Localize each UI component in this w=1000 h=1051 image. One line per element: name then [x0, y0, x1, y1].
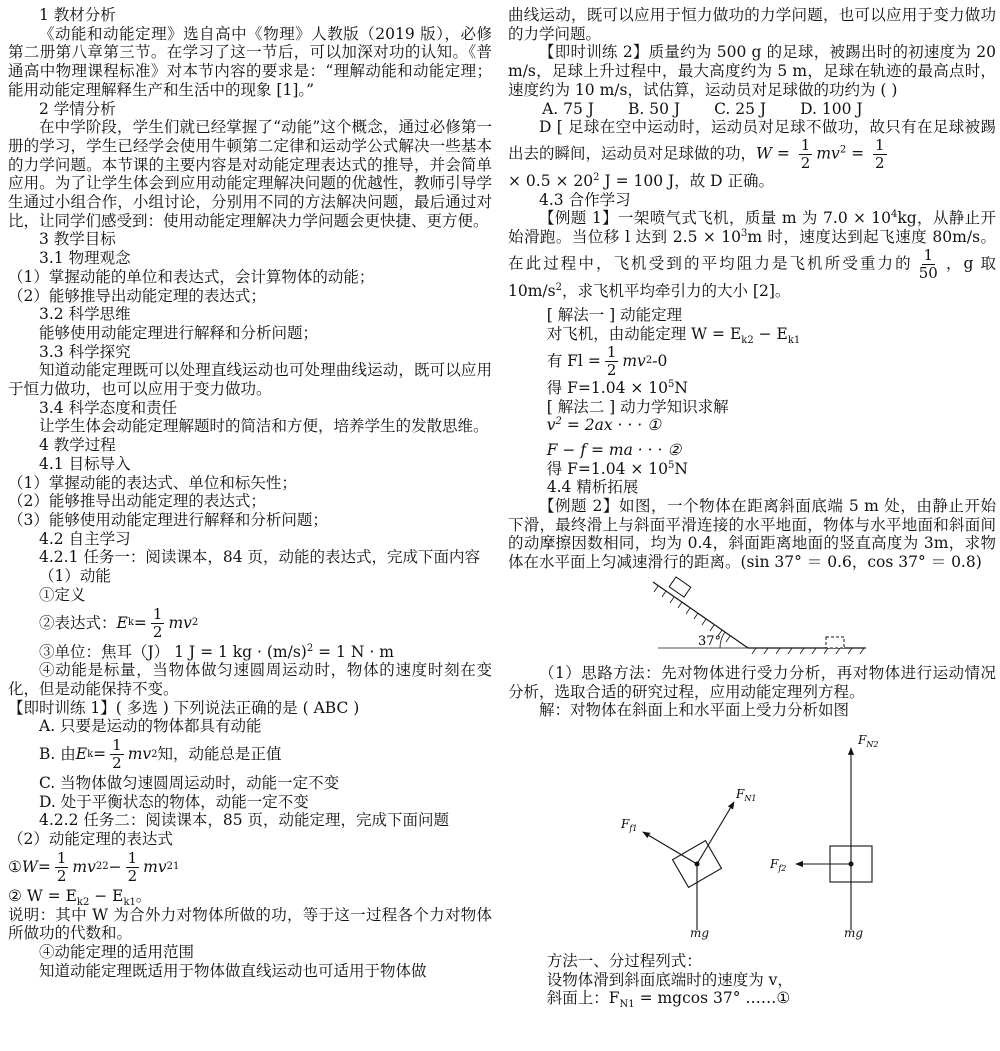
method-2-eq-2: F − f = ma · · · ②	[546, 440, 682, 459]
heading-4-1: 4.1 目标导入	[39, 454, 131, 473]
scalar-note: ④动能是标量，当物体做匀速圆周运动时，物体的速度时刻在变化，但是动能保持不变。	[8, 661, 492, 698]
exercise-2-options	[508, 100, 996, 119]
task-2-heading: 4.2.2 任务二：阅读课本，85 页，动能定理，完成下面问题	[39, 811, 450, 830]
goal-4-1-b: （2）能够推导出动能定理的表达式；	[8, 492, 266, 511]
incline-diagram	[508, 576, 996, 656]
option-c: C. 25 J	[714, 99, 767, 118]
theorem-formula-1: ① W = $\frac{1}{2}$ mv 2 2 − $\frac{1}{2}$ mv 2 1	[8, 848, 180, 885]
incline-body	[643, 802, 734, 930]
option-a: A. 75 J	[542, 99, 595, 118]
theorem-heading: （2）动能定理的表达式	[8, 830, 173, 849]
ground-hatching	[752, 648, 864, 654]
block-on-ground	[826, 637, 844, 648]
left-column	[8, 6, 492, 980]
goal-4-1-c: （3）能够使用动能定理进行解释和分析问题；	[8, 510, 328, 529]
friction-force-1-label: $F_{f1}$	[621, 816, 638, 833]
angle-label: 37°	[698, 633, 722, 649]
heading-2: 2 学情分析	[39, 99, 116, 118]
block-on-incline	[669, 577, 691, 597]
paragraph-2: 在中学阶段，学生们就已经掌握了“动能”这个概念，通过必修第一册的学习，学生已经学会使用牛顿第二定律和运动学公式解决一些基本的力学问题。本节课的主要内容是对动能定理表达式的推导，并会简单应用。为了让学生体会到应用动能定理解决问题的优越性，教师引导学生通过小组合作，小组讨论，分别用不同的方法解决问题，最后通过对比，让同学们感受到：使用动能定理解决力学问题会更快捷、更方便。	[8, 118, 492, 230]
expression-line: ②表达式： E k = $\frac{1}{2}$ mv 2	[39, 604, 199, 641]
option-d: D. 100 J	[800, 99, 863, 118]
theorem-formula-2: ② $W = E_{k2} - E_{k1}$。	[8, 886, 152, 908]
ground-body	[796, 748, 872, 930]
friction-force-2-label: $F_{f2}$	[770, 856, 787, 873]
paragraph-3-2: 能够使用动能定理进行解释和分析问题；	[39, 323, 319, 342]
method-2-heading: [ 解法二 ] 动力学知识求解	[546, 397, 729, 416]
method-1-result: 得 $F=1.04 \times 10^5N$	[546, 378, 688, 397]
scope-paragraph: 知道动能定理既适用于物体做直线运动也可适用于物体做	[39, 961, 427, 980]
method-2-eq-1: $v^2 = 2ax$ · · · ①	[546, 416, 661, 435]
heading-3-4: 3.4 科学态度和责任	[39, 398, 178, 417]
fraction-half: $\frac{1}{2}$	[127, 848, 138, 885]
paragraph-3-4: 让学生体会动能定理解题时的简洁和方便，培养学生的发散思维。	[39, 417, 489, 436]
heading-1: 1 教材分析	[39, 6, 116, 24]
method-line-a: 设物体滑到斜面底端时的速度为 v，	[546, 970, 793, 989]
theorem-note: 说明：其中 W 为合外力对物体所做的功，等于这一过程各个力对物体所做功的代数和。	[8, 905, 492, 943]
heading-4: 4 教学过程	[39, 436, 116, 455]
heading-3-1: 3.1 物理观念	[39, 249, 131, 268]
exercise-1-option-d: D. 处于平衡状态的物体，动能一定不变	[39, 792, 309, 811]
heading-4-4: 4.4 精析拓展	[546, 478, 639, 497]
heading-4-2: 4.2 自主学习	[39, 529, 131, 548]
heading-3: 3 教学目标	[39, 230, 116, 249]
exercise-1-option-b: B. 由 E k = $\frac{1}{2}$ mv 2 知，动能总是正值	[39, 736, 282, 773]
goal-3-1-b: （2）能够推导出动能定理的表达式；	[8, 286, 266, 305]
scope-heading: ④动能定理的适用范围	[39, 942, 195, 961]
task-1-heading: 4.2.1 任务一：阅读课本，84 页，动能的表达式，完成下面内容	[39, 548, 481, 567]
unit-line: ③单位：焦耳（J） 1 J = 1 kg · $(m/s)^2 = 1$ N · m	[39, 642, 394, 661]
option-b: B. 50 J	[628, 99, 681, 118]
gravity-2-label: mg	[844, 925, 864, 940]
exercise-1-option-a: A. 只要是运动的物体都具有动能	[39, 717, 262, 736]
heading-3-3: 3.3 科学探究	[39, 342, 131, 361]
force-diagram	[508, 720, 996, 930]
example-2: 【例题 2】如图，一个物体在距离斜面底端 5 m 处，由静止开始下滑，最终滑上与斜面平滑连接的水平地面，物体与水平地面和斜面间的动摩擦因数相同，均为 0.4，斜面距离地面的竖直高度为 3m，求物体在水平面上匀减速滑行的距离。(sin 37° ＝ 0.6，cos 37° ＝ 0.8)	[508, 497, 996, 572]
scope-continued: 曲线运动，既可以应用于恒力做功的力学问题，也可以应用于变力做功的力学问题。	[508, 6, 996, 43]
fraction-half: $\frac{1}{2}$	[56, 848, 67, 885]
method-2-result: 得 $F=1.04 \times 10^5N$	[546, 459, 688, 478]
exercise-2-question: 【即时训练 2】质量约为 500 g 的足球，被踢出时的初速度为 20 m/s，足球上升过程中，最大高度约为 5 m，足球在轨迹的最高点时，速度约为 10 m/s，试估算，运动员对足球做的功约为 ( )	[508, 43, 996, 99]
heading-4-3: 4.3 合作学习	[539, 190, 631, 209]
method-1-line-a: 对飞机，由动能定理 $W = E_{k2} - E_{k1}$	[546, 325, 801, 347]
idea-paragraph: （1）思路方法：先对物体进行受力分析，再对物体进行运动情况分析，选取合适的研究过程，应用动能定理列方程。	[508, 663, 996, 701]
paragraph-1: 《动能和动能定理》选自高中《物理》人教版（2019 版），必修第二册第八章第三节。在学习了这一节后，可以加深对功的认知。《普通高中物理课程标准》对本节内容的要求是：“理解动能和动能定理；能用动能定理解释生产和生活中的现象 [1]。”	[8, 24, 492, 99]
heading-3-2: 3.2 科学思维	[39, 305, 131, 324]
gravity-1-label: mg	[690, 925, 710, 940]
fraction-half: $\frac{1}{2}$	[112, 736, 122, 773]
right-column	[508, 6, 996, 1011]
method-line-b: 斜面上：$F_{N1} = mgcos$ 37° ……①	[546, 989, 791, 1011]
normal-force-1-arrow	[697, 802, 734, 864]
fraction-half: $\frac{1}{2}$	[152, 604, 163, 641]
exercise-2-answer: D [ 足球在空中运动时，运动员对足球不做功，故只有在足球被踢出去的瞬间，运动员对足球做的功，W = $\frac{1}{2}$ $mv^2$ = $\frac{1}{2}$	[508, 118, 996, 172]
solution-intro: 解：对物体在斜面上和水平面上受力分析如图	[539, 701, 850, 720]
example-1: 【例题 1】一架喷气式飞机，质量 m 为 $7.0 \times 10^4kg$，从静止开始滑跑。当位移 l 达到 $2.5 \times 10^3m$ 时，速度达到起飞速度 80m/s。在此过程中，飞机受到的平均阻力是飞机所受重力的 $\frac{1}{50}$ ，g 取 $10m/s^2$，求飞机平均牵引力的大小 [2]。	[508, 209, 996, 300]
method-1-line-b: 有 Fl = $\frac{1}{2}$ mv 2 -0	[546, 342, 668, 379]
method-heading: 方法一、分过程列式：	[546, 951, 702, 970]
solution-block	[508, 306, 996, 497]
definition-item: ①定义	[39, 585, 86, 604]
paragraph-3-3: 知道动能定理既可以处理直线运动也可处理曲线运动，既可以应用于恒力做功，也可以应用于变力做功。	[8, 361, 492, 399]
method-section	[508, 951, 996, 1011]
normal-force-1-label: $F_{N1}$	[736, 786, 757, 803]
goal-3-1-a: （1）掌握动能的单位和表达式，会计算物体的动能；	[8, 267, 375, 286]
exercise-1-question: 【即时训练 1】( 多选 ) 下列说法正确的是 ( ABC )	[8, 698, 360, 717]
exercise-2-answer-cont: × $0.5 \times 20^2$ J = 100 J，故 D 正确。	[508, 171, 775, 190]
kinetic-energy-heading: （1）动能	[39, 567, 111, 586]
method-1-heading: [ 解法一 ] 动能定理	[546, 306, 683, 325]
normal-force-2-label: $F_{N2}$	[858, 732, 879, 749]
friction-force-1-arrow	[643, 832, 697, 864]
exercise-1-option-c: C. 当物体做匀速圆周运动时，动能一定不变	[39, 774, 340, 793]
goal-4-1-a: （1）掌握动能的表达式、单位和标矢性；	[8, 473, 297, 492]
